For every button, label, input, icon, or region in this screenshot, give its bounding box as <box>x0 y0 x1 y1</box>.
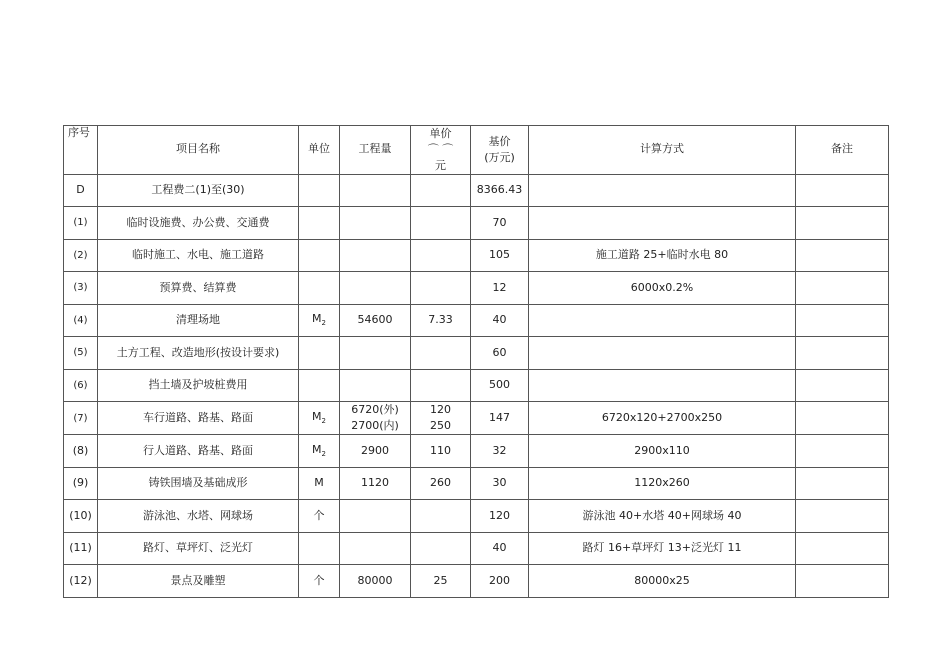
row-name: 路灯、草坪灯、泛光灯 <box>98 532 299 565</box>
row-price <box>411 402 471 435</box>
row-qty <box>340 337 411 370</box>
row-calc: 施工道路 25+临时水电 80 <box>529 239 796 272</box>
row-base: 30 <box>471 467 529 500</box>
row-calc: 6000x0.2% <box>529 272 796 305</box>
row-no: (10) <box>64 500 98 533</box>
row-base: 12 <box>471 272 529 305</box>
header-calc: 计算方式 <box>529 126 796 175</box>
row-remark <box>796 174 889 207</box>
row-calc: 2900x110 <box>529 435 796 468</box>
row-price <box>411 174 471 207</box>
row-price <box>411 239 471 272</box>
row-calc: 游泳池 40+水塔 40+网球场 40 <box>529 500 796 533</box>
row-remark <box>796 500 889 533</box>
row-price <box>411 207 471 240</box>
row-remark <box>796 467 889 500</box>
row-no: (9) <box>64 467 98 500</box>
row-calc <box>529 174 796 207</box>
header-price-bottom: 元 <box>435 158 446 172</box>
row-price: 260 <box>411 467 471 500</box>
row-unit <box>299 369 340 402</box>
row-remark <box>796 402 889 435</box>
row-unit <box>299 174 340 207</box>
row-qty <box>340 239 411 272</box>
row-qty <box>340 402 411 435</box>
row-qty <box>340 272 411 305</box>
row-unit <box>299 239 340 272</box>
unit-letter: M <box>312 312 322 326</box>
row-remark <box>796 337 889 370</box>
table-row <box>64 337 889 370</box>
price-inner: 250 <box>430 419 451 433</box>
row-no: (4) <box>64 304 98 337</box>
table-row <box>64 532 889 565</box>
table-row <box>64 402 889 435</box>
header-base-top: 基价 <box>488 134 511 148</box>
row-unit: 个 <box>299 500 340 533</box>
row-unit <box>299 304 340 337</box>
header-unit: 单位 <box>299 126 340 175</box>
row-calc <box>529 337 796 370</box>
qty-inner: 2700(内) <box>351 419 399 433</box>
row-base: 40 <box>471 304 529 337</box>
header-price-mid: ⌒ ⌒ <box>427 142 454 156</box>
row-name: 游泳池、水塔、网球场 <box>98 500 299 533</box>
row-price: 110 <box>411 435 471 468</box>
row-no: D <box>64 174 98 207</box>
price-outer: 120 <box>430 403 451 417</box>
row-unit <box>299 207 340 240</box>
row-no: (11) <box>64 532 98 565</box>
header-remark: 备注 <box>796 126 889 175</box>
row-name: 清理场地 <box>98 304 299 337</box>
row-base: 120 <box>471 500 529 533</box>
row-price <box>411 532 471 565</box>
row-remark <box>796 272 889 305</box>
row-calc: 6720x120+2700x250 <box>529 402 796 435</box>
header-price <box>411 126 471 175</box>
row-base: 500 <box>471 369 529 402</box>
header-qty: 工程量 <box>340 126 411 175</box>
row-price: 25 <box>411 565 471 598</box>
row-unit <box>299 337 340 370</box>
qty-outer: 6720(外) <box>351 403 399 417</box>
row-no: (6) <box>64 369 98 402</box>
row-name: 临时设施费、办公费、交通费 <box>98 207 299 240</box>
row-name: 行人道路、路基、路面 <box>98 435 299 468</box>
row-calc: 路灯 16+草坪灯 13+泛光灯 11 <box>529 532 796 565</box>
row-calc <box>529 369 796 402</box>
row-remark <box>796 369 889 402</box>
row-qty: 54600 <box>340 304 411 337</box>
row-qty: 2900 <box>340 435 411 468</box>
row-name: 车行道路、路基、路面 <box>98 402 299 435</box>
header-base <box>471 126 529 175</box>
table-row <box>64 174 889 207</box>
header-row <box>64 126 889 175</box>
row-price <box>411 369 471 402</box>
row-unit <box>299 402 340 435</box>
row-name: 预算费、结算费 <box>98 272 299 305</box>
row-no: (5) <box>64 337 98 370</box>
table-row <box>64 369 889 402</box>
row-qty: 1120 <box>340 467 411 500</box>
row-base: 60 <box>471 337 529 370</box>
row-no: (2) <box>64 239 98 272</box>
table-row <box>64 467 889 500</box>
unit-exponent: 2 <box>321 417 326 426</box>
row-unit <box>299 272 340 305</box>
row-calc: 80000x25 <box>529 565 796 598</box>
row-qty: 80000 <box>340 565 411 598</box>
header-no: 序号 <box>64 126 98 175</box>
row-calc <box>529 207 796 240</box>
row-base: 32 <box>471 435 529 468</box>
row-base: 8366.43 <box>471 174 529 207</box>
row-no: (3) <box>64 272 98 305</box>
table-row <box>64 565 889 598</box>
unit-exponent: 2 <box>321 319 326 328</box>
row-name: 挡土墙及护坡桩费用 <box>98 369 299 402</box>
row-base: 105 <box>471 239 529 272</box>
row-remark <box>796 207 889 240</box>
row-unit: 个 <box>299 565 340 598</box>
row-no: (7) <box>64 402 98 435</box>
row-no: (8) <box>64 435 98 468</box>
row-remark <box>796 239 889 272</box>
row-qty <box>340 532 411 565</box>
unit-letter: M <box>312 442 322 456</box>
cost-table <box>63 125 889 598</box>
row-qty <box>340 174 411 207</box>
row-name: 铸铁围墙及基础成形 <box>98 467 299 500</box>
unit-exponent: 2 <box>321 449 326 458</box>
row-unit <box>299 435 340 468</box>
row-name: 工程费二(1)至(30) <box>98 174 299 207</box>
unit-letter: M <box>312 409 322 423</box>
table-row <box>64 207 889 240</box>
row-qty <box>340 500 411 533</box>
row-price <box>411 272 471 305</box>
row-calc: 1120x260 <box>529 467 796 500</box>
row-qty <box>340 207 411 240</box>
row-price <box>411 500 471 533</box>
row-base: 40 <box>471 532 529 565</box>
header-name: 项目名称 <box>98 126 299 175</box>
row-price <box>411 337 471 370</box>
header-base-bottom: (万元) <box>484 150 515 164</box>
row-name: 土方工程、改造地形(按设计要求) <box>98 337 299 370</box>
row-unit <box>299 532 340 565</box>
table-row <box>64 435 889 468</box>
row-remark <box>796 304 889 337</box>
row-remark <box>796 435 889 468</box>
row-remark <box>796 565 889 598</box>
row-name: 临时施工、水电、施工道路 <box>98 239 299 272</box>
row-qty <box>340 369 411 402</box>
row-base: 70 <box>471 207 529 240</box>
row-price: 7.33 <box>411 304 471 337</box>
row-no: (1) <box>64 207 98 240</box>
table-row <box>64 272 889 305</box>
row-name: 景点及雕塑 <box>98 565 299 598</box>
row-calc <box>529 304 796 337</box>
row-remark <box>796 532 889 565</box>
row-base: 147 <box>471 402 529 435</box>
header-price-top: 单价 <box>429 127 452 140</box>
row-base: 200 <box>471 565 529 598</box>
row-no: (12) <box>64 565 98 598</box>
table-row <box>64 304 889 337</box>
row-unit: M <box>299 467 340 500</box>
table-row <box>64 239 889 272</box>
table-row <box>64 500 889 533</box>
